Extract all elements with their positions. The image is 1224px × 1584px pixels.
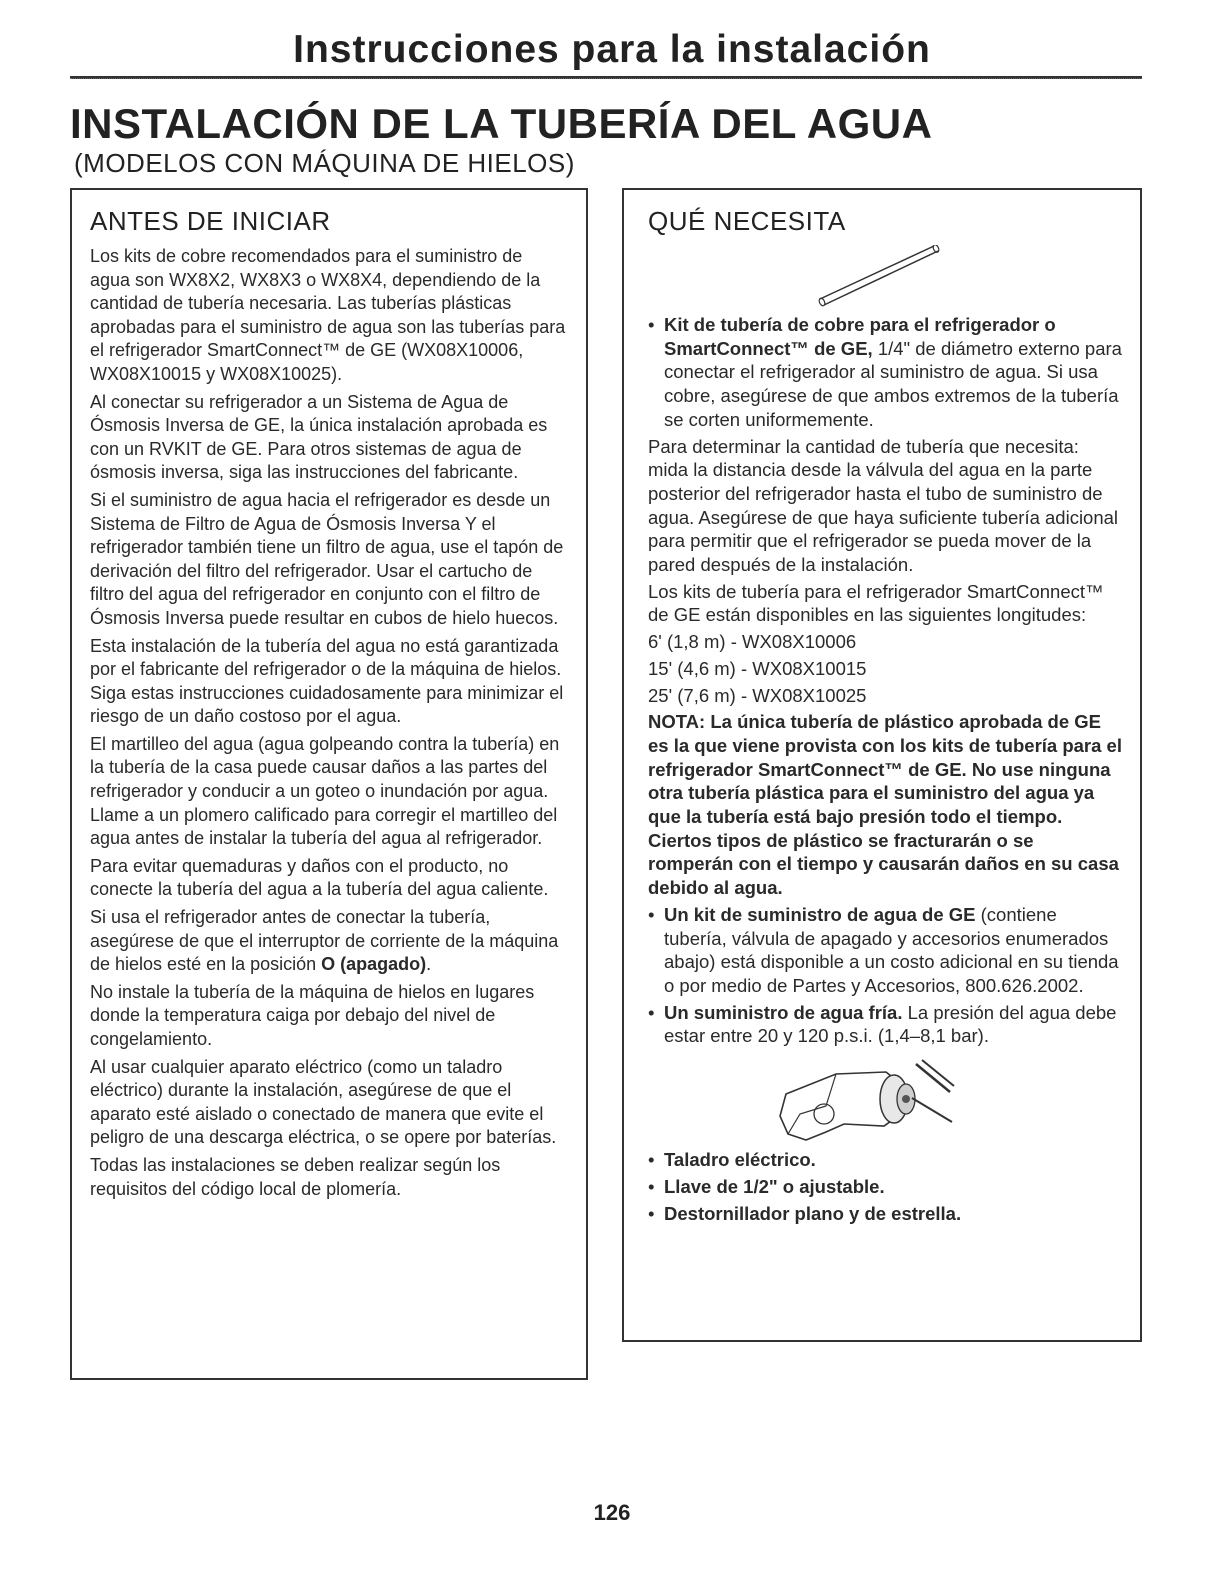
before-you-begin-title: ANTES DE INICIAR bbox=[90, 206, 331, 236]
paragraph-filter-bypass: Si el suministro de agua hacia el refrigerador es desde un Sistema de Filtro de Agua de Ósmosis Inversa Y el refrigerador también tiene un filtro de agua, use el tapón de derivación del filtro del refrigerador. Usar el cartucho de filtro del agua del refrigerador en conjunto con el filtro de Ósmosis Inversa puede resultar en cubos de hielo huecos. bbox=[90, 489, 564, 628]
list-item-wrench: • Llave de 1/2" o ajustable. bbox=[648, 1175, 885, 1197]
needs-list-tools bbox=[648, 1148, 1122, 1225]
list-item-drill: • Taladro eléctrico. bbox=[648, 1149, 816, 1171]
length-option-15ft: 15' (4,6 m) - WX08X10015 bbox=[648, 657, 867, 679]
paragraph-reverse-osmosis: Al conectar su refrigerador a un Sistema de Agua de Ósmosis Inversa de GE, la única instalación aprobada es con un RVKIT de GE. Para otros sistemas de agua de ósmosis inversa, siga las instrucciones del fabricante. bbox=[90, 391, 548, 483]
page-number: 126 bbox=[593, 1500, 631, 1525]
before-you-begin-box bbox=[70, 188, 588, 1380]
note-plastic-tubing: NOTA: La única tubería de plástico aprobada de GE es la que viene provista con los kits de tubería para el refrigerador SmartConnect™ de GE. No use ninguna otra tubería plástica para el suministro del agua ya que la tubería está bajo presión todo el tiempo. Ciertos tipos de plástico se fracturarán o se romperán con el tiempo y causarán daños en su casa debido al agua. bbox=[648, 711, 1122, 899]
paragraph-electrical: Al usar cualquier aparato eléctrico (como un taladro eléctrico) durante la instalación, asegúrese de que el aparato esté aislado o conectado de manera que evite el peligro de una descarga eléctrica, o se opere por baterías. bbox=[90, 1056, 557, 1148]
length-option-6ft: 6' (1,8 m) - WX08X10006 bbox=[648, 631, 857, 653]
paragraph-warranty: Esta instalación de la tubería del agua no está garantizada por el fabricante del refrigerador o de la máquina de hielos. Siga estas instrucciones cuidadosamente para minimizar el riesgo de un daño costoso por el agua. bbox=[90, 635, 564, 727]
header-divider bbox=[70, 76, 1142, 79]
page-subtitle: (MODELOS CON MÁQUINA DE HIELOS) bbox=[74, 148, 575, 178]
paragraph-determine-length: Para determinar la cantidad de tubería que necesita: mida la distancia desde la válvula del agua en la parte posterior del refrigerador hasta el tubo de suministro de agua. Asegúrese de que haya suficiente tubería adicional para permitir que el refrigerador se pueda mover de la pared después de la instalación. bbox=[648, 435, 1119, 576]
switch-off-label: O (apagado) bbox=[321, 954, 427, 975]
needs-list-middle bbox=[648, 903, 1122, 1048]
paragraph-plumbing-code: Todas las instalaciones se deben realizar según los requisitos del código local de plomería. bbox=[90, 1154, 501, 1199]
paragraph-copper-kits: Los kits de cobre recomendados para el suministro de agua son WX8X2, WX8X3 o WX8X4, dependiendo de la cantidad de tubería necesaria. Las tuberías plásticas aprobadas para el suministro de agua son las tuberías para el refrigerador SmartConnect™ de GE (WX08X10006, WX08X10015 y WX08X10025). bbox=[90, 246, 566, 384]
paragraph-hot-water: Para evitar quemaduras y daños con el producto, no conecte la tubería del agua a la tubería del agua caliente. bbox=[90, 855, 549, 900]
what-you-need-box bbox=[622, 188, 1142, 1342]
needs-list-top bbox=[648, 313, 1122, 432]
paragraph-freezing: No instale la tubería de la máquina de hielos en lugares donde la temperatura caiga por debajo del nivel de congelamiento. bbox=[90, 981, 535, 1049]
length-option-25ft: 25' (7,6 m) - WX08X10025 bbox=[648, 684, 867, 706]
list-item-screwdriver: • Destornillador plano y de estrella. bbox=[648, 1202, 962, 1224]
paragraph-icemaker-switch: Si usa el refrigerador antes de conectar la tubería, asegúrese de que el interruptor de corriente de la máquina de hielos esté en la posición O (apagado). bbox=[90, 907, 559, 975]
page-title: INSTALACIÓN DE LA TUBERÍA DEL AGUA bbox=[70, 100, 933, 147]
section-header-title: Instrucciones para la instalación bbox=[293, 28, 931, 71]
list-item-tubing-kit: • Kit de tubería de cobre para el refrigerador o SmartConnect™ de GE, 1/4" de diámetro externo para conectar el refrigerador al suministro de agua. Si usa cobre, asegúrese de que ambos extremos de la tubería se corten uniformemente. bbox=[648, 314, 1122, 430]
list-item-supply-kit: • Un kit de suministro de agua de GE (contiene tubería, válvula de apagado y accesorios enumerados abajo) está disponible a un costo adicional en su tienda o por medio de Partes y Accesorios, 800.626.2002. bbox=[648, 903, 1119, 996]
drill-illustration bbox=[766, 1054, 956, 1146]
tubing-illustration bbox=[818, 245, 948, 309]
paragraph-water-hammer: El martilleo del agua (agua golpeando contra la tubería) en la tubería de la casa puede causar daños a las partes del refrigerador y conducir a un goteo o inundación por agua. Llame a un plomero calificado para corregir el martilleo del agua antes de instalar la tubería del agua al refrigerador. bbox=[90, 733, 560, 849]
paragraph-kit-lengths: Los kits de tubería para el refrigerador SmartConnect™ de GE están disponibles en las siguientes longitudes: bbox=[648, 580, 1104, 626]
what-you-need-title: QUÉ NECESITA bbox=[648, 206, 846, 236]
list-item-cold-water: • Un suministro de agua fría. La presión del agua debe estar entre 20 y 120 p.s.i. (1,4–8,1 bar). bbox=[648, 1001, 1117, 1047]
